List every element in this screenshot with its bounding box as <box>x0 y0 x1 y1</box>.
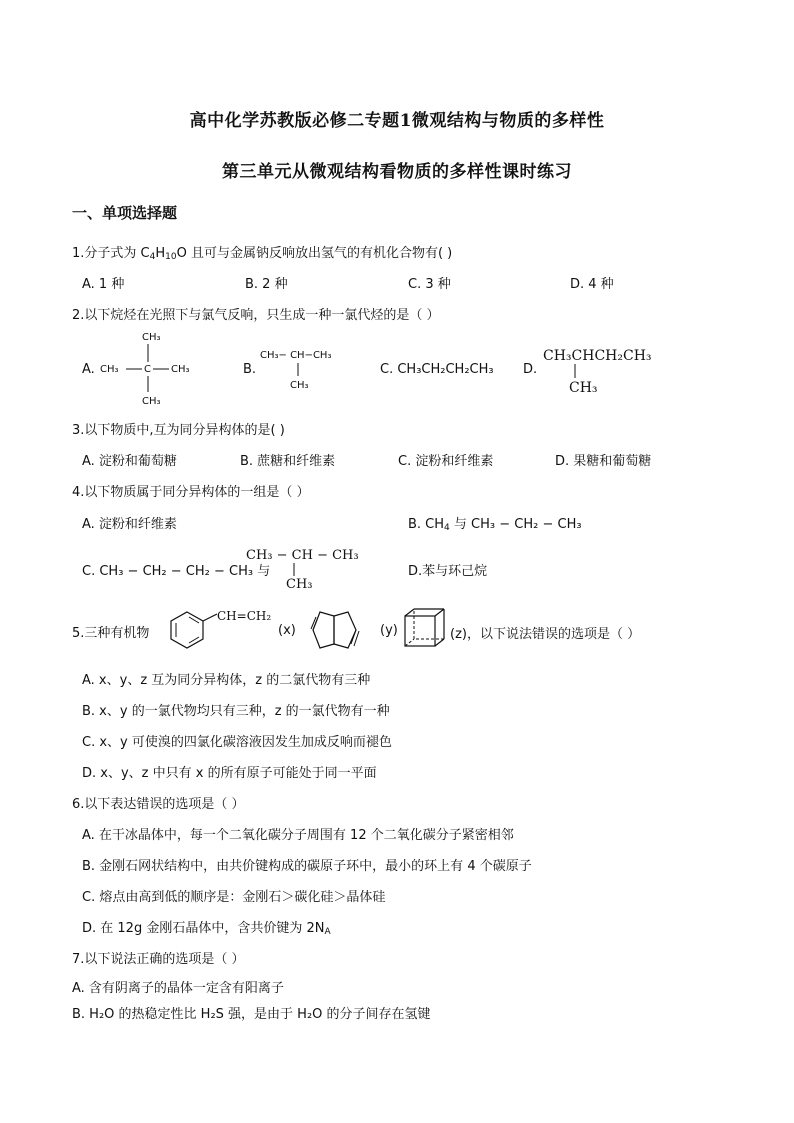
question-5-molecule-z-cubane-icon <box>402 606 448 652</box>
struct-4c-branch: CH₃ <box>286 577 313 592</box>
question-1-option-d[interactable]: D. 4 种 <box>570 277 614 292</box>
question-5-stem-start: 5.三种有机物 <box>72 626 150 641</box>
question-3-option-b[interactable]: B. 蔗糖和纤维素 <box>240 454 336 469</box>
question-5-molecule-x-styrene-icon <box>165 606 275 656</box>
question-6-option-a[interactable]: A. 在干冰晶体中，每一个二氧化碳分子周围有 12 个二氧化碳分子紧密相邻 <box>82 828 514 843</box>
struct-a-ch3-bottom: CH₃ <box>142 396 161 407</box>
question-6-option-d[interactable]: D. 在 12g 金刚石晶体中，含共价键为 $2N_A$ <box>82 921 331 937</box>
question-2-option-c[interactable]: C. CH₃CH₂CH₂CH₃ <box>380 362 494 377</box>
question-5-option-a[interactable]: A. x、y、z 互为同分异构体，z 的二氯代物有三种 <box>82 673 371 688</box>
struct-b-branch: CH₃ <box>290 380 309 391</box>
question-7-stem: 7.以下说法正确的选项是（ ） <box>72 952 245 967</box>
question-5-label-y: (y) <box>380 623 398 638</box>
document-title: 高中化学苏教版必修二专题1微观结构与物质的多样性 <box>189 111 605 131</box>
question-5-label-x: (x) <box>278 623 296 638</box>
question-7-option-b[interactable]: B. H₂O 的热稳定性比 H₂S 强，是由于 H₂O 的分子间存在氢键 <box>72 1007 431 1022</box>
question-2-structure-b <box>258 344 358 394</box>
question-2-structure-d <box>541 342 651 398</box>
question-6-option-b[interactable]: B. 金刚石网状结构中，由共价键构成的碳原子环中，最小的环上有 4 个碳原子 <box>82 859 532 874</box>
question-6-stem: 6.以下表达错误的选项是（ ） <box>72 797 245 812</box>
question-5-option-c[interactable]: C. x、y 可使溴的四氯化碳溶液因发生加成反响而褪色 <box>82 735 392 750</box>
question-2-option-a[interactable]: A. <box>82 362 95 377</box>
struct-4c-chain: CH₃ − CH − CH₃ <box>246 548 359 563</box>
question-3-stem: 3.以下物质中,互为同分异构体的是( ) <box>72 423 285 438</box>
question-4-structure-c <box>244 543 359 595</box>
question-4-option-a[interactable]: A. 淀粉和纤维素 <box>82 517 177 532</box>
question-2-option-d[interactable]: D. <box>523 362 538 377</box>
question-5-molecule-y-bicyclic-icon <box>310 608 378 652</box>
question-1-option-a[interactable]: A. 1 种 <box>82 277 125 292</box>
struct-d-chain: CH₃CHCH₂CH₃ <box>543 348 652 364</box>
question-3-option-a[interactable]: A. 淀粉和葡萄糖 <box>82 454 177 469</box>
question-3-option-d[interactable]: D. 果糖和葡萄糖 <box>555 454 652 469</box>
question-5-option-b[interactable]: B. x、y 的一氯代物均只有三种，z 的一氯代物有一种 <box>82 704 390 719</box>
styrene-vinyl-group: CH=CH₂ <box>217 609 272 623</box>
question-7-option-a[interactable]: A. 含有阴离子的晶体一定含有阳离子 <box>72 981 284 996</box>
struct-a-ch3-right: CH₃ <box>171 364 190 375</box>
question-2-stem: 2.以下烷烃在光照下与氯气反响，只生成一种一氯代烃的是（ ） <box>72 308 440 323</box>
question-4-stem: 4.以下物质属于同分异构体的一组是（ ） <box>72 485 310 500</box>
question-2-structure-a <box>96 330 206 408</box>
question-3-option-c[interactable]: C. 淀粉和纤维素 <box>398 454 494 469</box>
question-1-option-c[interactable]: C. 3 种 <box>408 277 451 292</box>
question-6-option-c[interactable]: C. 熔点由高到低的顺序是：金刚石＞碳化硅＞晶体硅 <box>82 890 386 905</box>
question-1-option-b[interactable]: B. 2 种 <box>245 277 288 292</box>
section-heading: 一、单项选择题 <box>72 204 178 222</box>
question-5-label-z: (z)，以下说法错误的选项是（ ） <box>450 627 641 642</box>
struct-b-chain: CH₃− CH−CH₃ <box>260 350 332 361</box>
question-4-option-c[interactable]: C. CH₃ − CH₂ − CH₂ − CH₃ 与 <box>82 564 271 579</box>
struct-a-ch3-top: CH₃ <box>142 332 161 343</box>
struct-a-ch3-left: CH₃ <box>100 364 119 375</box>
struct-d-branch: CH₃ <box>569 380 598 396</box>
question-4-option-b[interactable]: B. $CH_4$ 与 CH₃ − CH₂ − CH₃ <box>408 517 582 533</box>
question-5-option-d[interactable]: D. x、y、z 中只有 x 的所有原子可能处于同一平面 <box>82 766 377 781</box>
struct-a-carbon: C <box>144 364 151 375</box>
document-subtitle: 第三单元从微观结构看物质的多样性课时练习 <box>222 162 572 182</box>
question-1-stem: 1.分子式为 $C_4H_{10}O$ 且可与金属钠反响放出氢气的有机化合物有( ) <box>72 246 453 262</box>
question-2-option-b[interactable]: B. <box>243 362 257 377</box>
question-4-option-d[interactable]: D.苯与环己烷 <box>408 564 488 579</box>
